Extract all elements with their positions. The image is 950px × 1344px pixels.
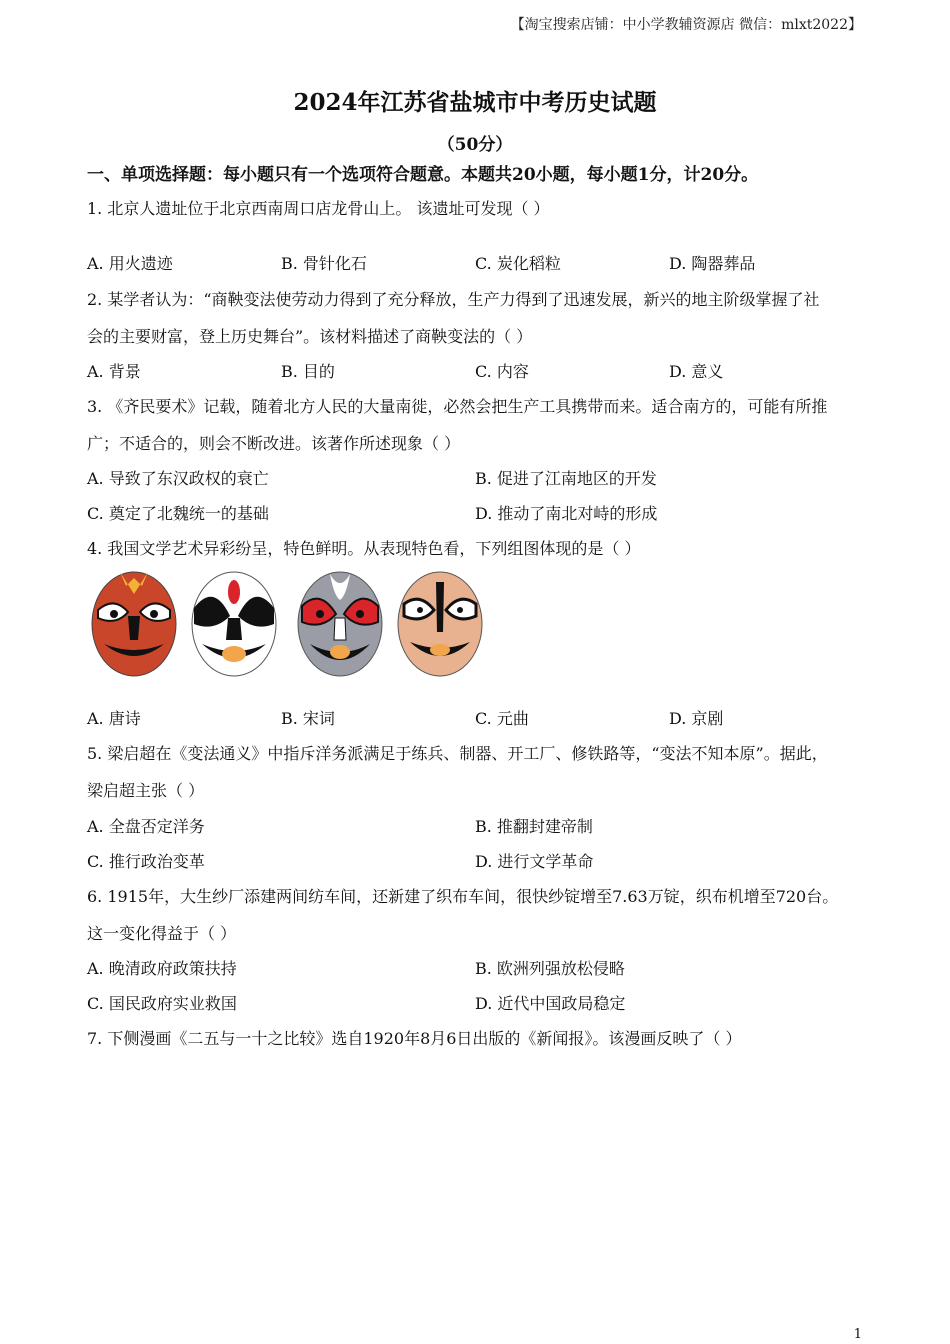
question-5-stem-line-1: 5. 梁启超在《变法通义》中指斥洋务派满足于练兵、制器、开工厂、修铁路等，“变法不知本原”。据此， (87, 744, 828, 763)
question-6-option-d: D. 近代中国政局稳定 (475, 994, 626, 1013)
question-3-option-d: D. 推动了南北对峙的形成 (475, 504, 658, 523)
question-6-stem-line-2: 这一变化得益于（ ） (87, 924, 237, 943)
opera-masks-image (88, 565, 488, 680)
question-2-option-c: C. 内容 (475, 362, 529, 381)
opera-mask-1 (92, 572, 176, 676)
question-4-option-d: D. 京剧 (669, 709, 724, 728)
question-4-option-c: C. 元曲 (475, 709, 529, 728)
question-2-stem-line-2: 会的主要财富，登上历史舞台”。该材料描述了商鞅变法的（ ） (87, 327, 533, 346)
opera-mask-4 (398, 572, 482, 676)
question-5-option-a: A. 全盘否定洋务 (87, 817, 205, 836)
question-4-option-a: A. 唐诗 (87, 709, 141, 728)
opera-mask-2 (192, 572, 276, 676)
question-3-stem-line-1: 3. 《齐民要术》记载，随着北方人民的大量南徙，必然会把生产工具携带而来。适合南方的，可能有所推 (87, 397, 828, 416)
question-2-option-d: D. 意义 (669, 362, 724, 381)
question-2-option-b: B. 目的 (281, 362, 335, 381)
question-2-option-a: A. 背景 (87, 362, 141, 381)
question-6-option-a: A. 晚清政府政策扶持 (87, 959, 237, 978)
question-6-option-b: B. 欧洲列强放松侵略 (475, 959, 625, 978)
question-5-option-d: D. 进行文学革命 (475, 852, 594, 871)
page-number: 1 (853, 1327, 862, 1342)
question-5-stem-line-2: 梁启超主张（ ） (87, 781, 205, 800)
exam-title: 2024年江苏省盐城市中考历史试题 (293, 89, 657, 116)
question-6-stem-line-1: 6. 1915年，大生纱厂添建两间纺车间，还新建了织布车间，很快纱锭增至7.63万锭，织布机增至720台。 (87, 887, 839, 906)
exam-total-score: （50分） (437, 135, 513, 155)
question-5-option-c: C. 推行政治变革 (87, 852, 205, 871)
question-3-option-c: C. 奠定了北魏统一的基础 (87, 504, 269, 523)
question-4-option-b: B. 宋词 (281, 709, 335, 728)
question-3-option-b: B. 促进了江南地区的开发 (475, 469, 657, 488)
question-7-stem: 7. 下侧漫画《二五与一十之比较》选自1920年8月6日出版的《新闻报》。该漫画反映了（ ） (87, 1029, 742, 1048)
question-1-option-c: C. 炭化稻粒 (475, 254, 561, 273)
header-note: 【淘宝搜索店铺：中小学教辅资源店 微信：mlxt2022】 (510, 17, 862, 33)
question-5-option-b: B. 推翻封建帝制 (475, 817, 593, 836)
question-1-option-b: B. 骨针化石 (281, 254, 367, 273)
opera-mask-3 (298, 572, 382, 676)
question-1-option-d: D. 陶器葬品 (669, 254, 756, 273)
question-2-stem-line-1: 2. 某学者认为：“商鞅变法使劳动力得到了充分释放，生产力得到了迅速发展，新兴的地主阶级掌握了社 (87, 290, 820, 309)
question-1-option-a: A. 用火遗迹 (87, 254, 173, 273)
question-1-stem: 1. 北京人遗址位于北京西南周口店龙骨山上。 该遗址可发现（ ） (87, 199, 550, 218)
question-4-stem: 4. 我国文学艺术异彩纷呈，特色鲜明。从表现特色看，下列组图体现的是（ ） (87, 539, 641, 558)
question-3-stem-line-2: 广；不适合的，则会不断改进。该著作所述现象（ ） (87, 434, 461, 453)
question-6-option-c: C. 国民政府实业救国 (87, 994, 237, 1013)
question-3-option-a: A. 导致了东汉政权的衰亡 (87, 469, 269, 488)
section-heading: 一、单项选择题：每小题只有一个选项符合题意。本题共20小题，每小题1分，计20分。 (87, 165, 759, 185)
